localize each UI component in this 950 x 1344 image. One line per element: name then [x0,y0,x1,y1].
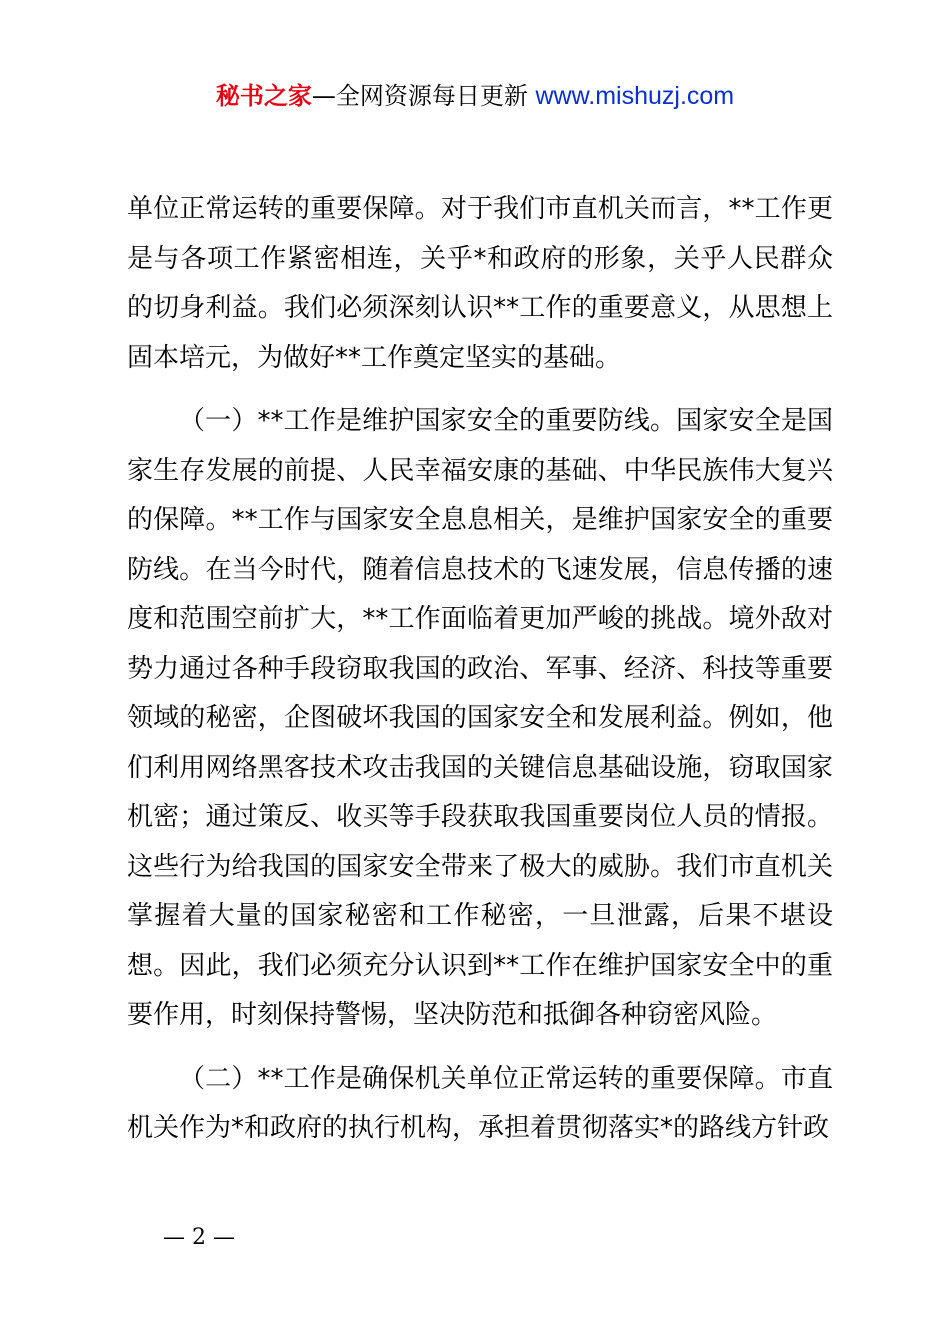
document-body [127,185,833,1154]
site-url-link[interactable]: www.mishuzj.com [535,82,735,110]
header-tagline: —全网资源每日更新 [311,82,536,110]
brand-name: 秘书之家 [215,82,312,110]
page-number: — 2 — [163,1225,235,1250]
paragraph-section-2: （二）**工作是确保机关单位正常运转的重要保障。市直机关作为*和政府的执行机构，承担着贯彻落实*的路线方针政 [127,1063,833,1143]
paragraph-section-1: （一）**工作是维护国家安全的重要防线。国家安全是国家生存发展的前提、人民幸福安康的基础、中华民族伟大复兴的保障。**工作与国家安全息息相关，是维护国家安全的重要防线。在当今时代，随着信息技术的飞速发展，信息传播的速度和范围空前扩大，**工作面临着更加严峻的挑战。境外敌对势力通过各种手段窃取我国的政治、军事、经济、科技等重要领域的秘密，企图破坏我国的国家安全和发展利益。例如，他们利用网络黑客技术攻击我国的关键信息基础设施，窃取国家机密；通过策反、收买等手段获取我国重要岗位人员的情报。这些行为给我国的国家安全带来了极大的威胁。我们市直机关掌握着大量的国家秘密和工作秘密，一旦泄露，后果不堪设想。因此，我们必须充分认识到**工作在维护国家安全中的重要作用，时刻保持警惕，坚决防范和抵御各种窃密风险。 [127,406,833,1030]
site-header [0,78,950,114]
paragraph-continued: 单位正常运转的重要保障。对于我们市直机关而言，**工作更是与各项工作紧密相连，关乎*和政府的形象，关乎人民群众的切身利益。我们必须深刻认识**工作的重要意义，从思想上固本培元，为做好**工作奠定坚实的基础。 [127,194,833,373]
